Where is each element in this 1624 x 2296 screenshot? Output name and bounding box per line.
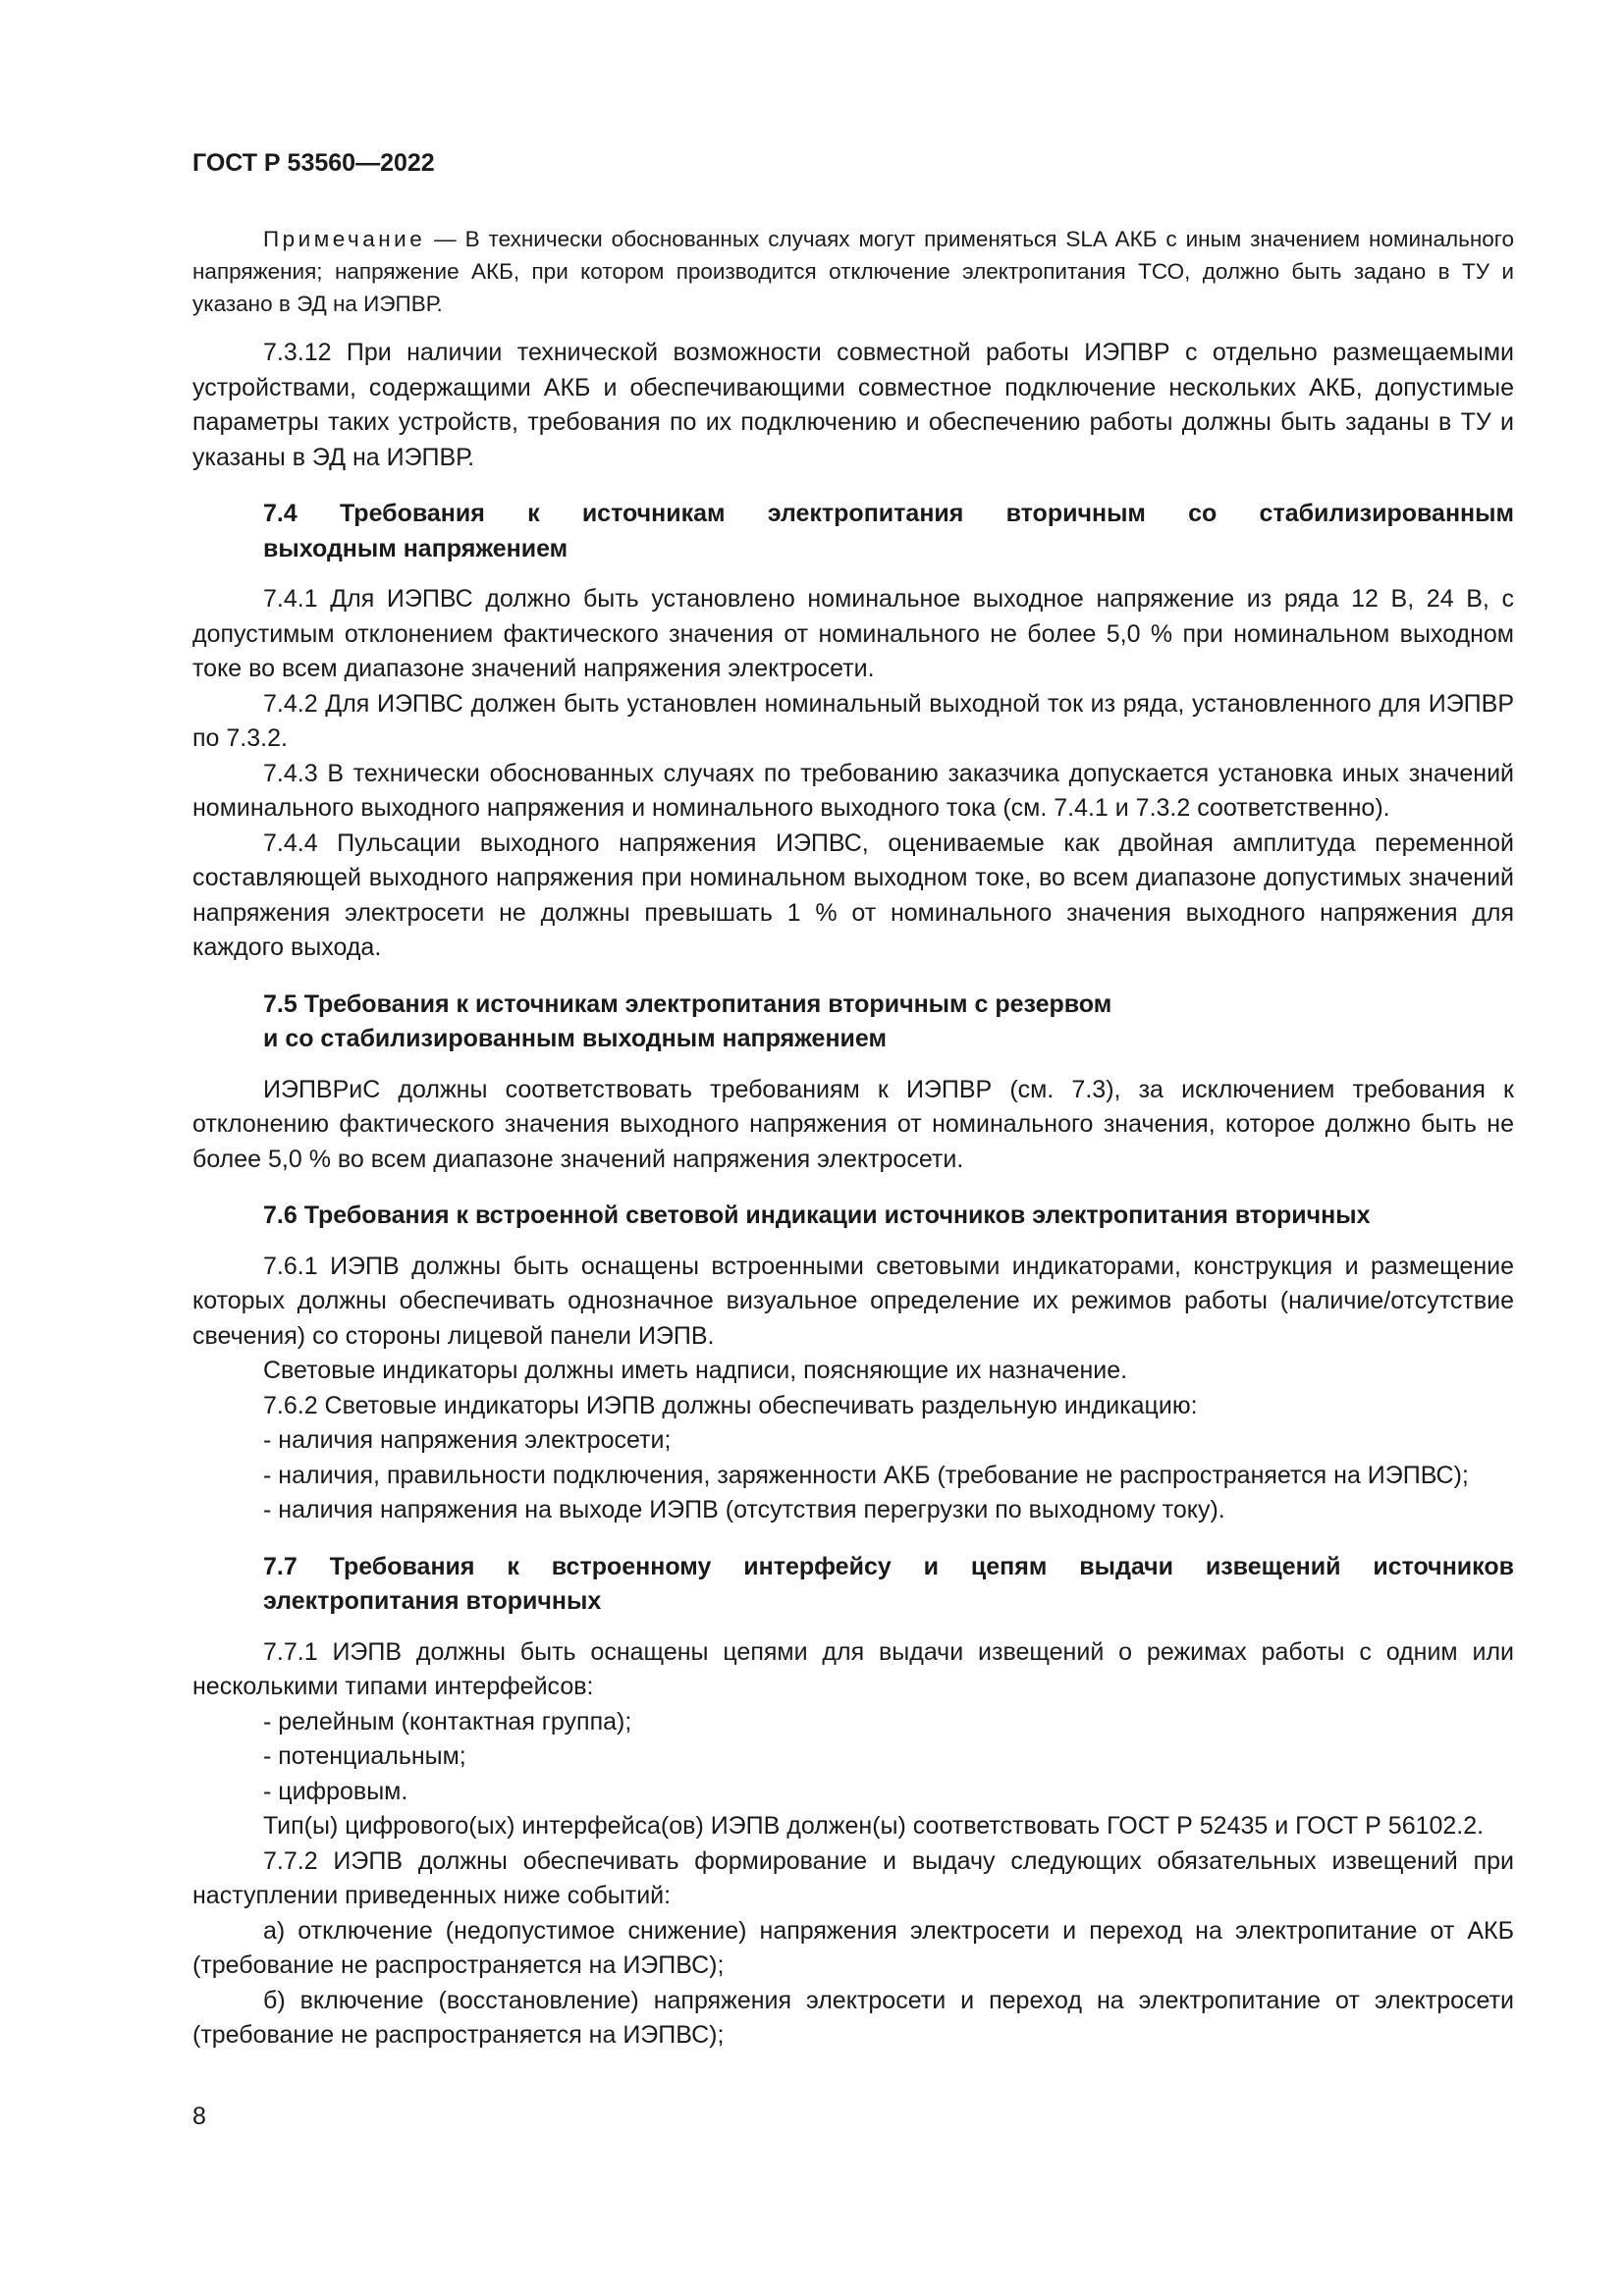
document-id: ГОСТ Р 53560—2022 xyxy=(192,149,435,177)
section-heading-7-4 xyxy=(192,497,1514,566)
list-item: - потенциальным; xyxy=(263,1742,466,1770)
paragraph: Световые индикаторы должны иметь надписи, поясняющие их назначение. xyxy=(263,1357,1128,1384)
paragraph: Тип(ы) цифрового(ых) интерфейса(ов) ИЭПВ должен(ы) соответствовать ГОСТ Р 52435 и ГОСТ Р 56102.2. xyxy=(263,1812,1485,1840)
paragraph-7-6-1: 7.6.1 ИЭПВ должны быть оснащены встроенными световыми индикаторами, конструкция и размещение которых должны обеспечивать однозначное визуальное определение их режимов работы (наличие/отсутствие свечения) со стороны лицевой панели ИЭПВ. xyxy=(192,1252,1514,1350)
paragraph-7-5: ИЭПВРиС должны соответствовать требованиям к ИЭПВР (см. 7.3), за исключением требования к отклонению фактического значения выходного напряжения от номинального значения, которое должно быть не более 5,0 % во всем диапазоне значений напряжения электросети. xyxy=(192,1075,1514,1173)
paragraph-7-7-2: 7.7.2 ИЭПВ должны обеспечивать формирование и выдачу следующих обязательных извещений при наступлении приведенных ниже событий: xyxy=(192,1846,1514,1909)
section-heading-line: 7.7 Требования к встроенному интерфейсу и цепям выдачи извещений источников xyxy=(263,1552,1514,1580)
note-text: — В технически обоснованных случаях могут применяться SLA АКБ с иным значением номинального напряжения; напряжение АКБ, при котором производится отключение электропитания ТСО, должно быть задано в ТУ и указано в ЭД на ИЭПВР. xyxy=(192,227,1514,316)
paragraph-7-4-1: 7.4.1 Для ИЭПВС должно быть установлено номинальное выходное напряжение из ряда 12 В, 24 В, с допустимым отклонением фактического значения от номинального не более 5,0 % при номинальном выходном токе во всем диапазоне значений напряжения электросети. xyxy=(192,585,1514,682)
section-heading-line: 7.6 Требования к встроенной световой индикации источников электропитания вторичных xyxy=(263,1201,1371,1229)
section-heading-line: и со стабилизированным выходным напряжением xyxy=(263,1025,887,1052)
list-item: - наличия напряжения электросети; xyxy=(263,1426,672,1454)
paragraph-7-4-2: 7.4.2 Для ИЭПВС должен быть установлен номинальный выходной ток из ряда, установленного для ИЭПВР по 7.3.2. xyxy=(192,689,1514,752)
list-item: - релейным (контактная группа); xyxy=(263,1707,632,1735)
section-heading-line: 7.5 Требования к источникам электропитания вторичным с резервом xyxy=(263,989,1112,1018)
section-heading-7-5 xyxy=(192,988,1514,1057)
paragraph-7-4-3: 7.4.3 В технически обоснованных случаях по требованию заказчика допускается установка иных значений номинального выходного напряжения и номинального выходного тока (см. 7.4.1 и 7.3.2 соответственно). xyxy=(192,759,1514,822)
paragraph-7-3-12: 7.3.12 При наличии технической возможности совместной работы ИЭПВР с отдельно размещаемыми устройствами, содержащими АКБ и обеспечивающими совместное подключение нескольких АКБ, допустимые параметры таких устройств, требования по их подключению и обеспечению работы должны быть заданы в ТУ и указаны в ЭД на ИЭПВР. xyxy=(192,339,1514,471)
note-label: Примечание xyxy=(263,227,426,251)
page-content xyxy=(192,223,1514,2054)
list-item: - наличия, правильности подключения, заряженности АКБ (требование не распространяется на ИЭПВС); xyxy=(263,1461,1469,1489)
section-heading-line: 7.4 Требования к источникам электропитания вторичным со стабилизированным xyxy=(263,500,1514,527)
section-heading-line: выходным напряжением xyxy=(263,534,568,562)
list-item: - наличия напряжения на выходе ИЭПВ (отсутствия перегрузки по выходному току). xyxy=(263,1496,1225,1523)
list-item: - цифровым. xyxy=(263,1777,408,1805)
section-heading-7-6 xyxy=(192,1199,1514,1234)
paragraph-7-4-4: 7.4.4 Пульсации выходного напряжения ИЭПВС, оцениваемые как двойная амплитуда переменной составляющей выходного напряжения при номинальном выходном токе, во всем диапазоне допустимых значений напряжения электросети не должны превышать 1 % от номинального значения выходного напряжения для каждого выхода. xyxy=(192,828,1514,961)
list-item: б) включение (восстановление) напряжения электросети и переход на электропитание от электросети (требование не распространяется на ИЭПВС); xyxy=(192,1986,1514,2049)
paragraph-7-7-1: 7.7.1 ИЭПВ должны быть оснащены цепями для выдачи извещений о режимах работы с одним или несколькими типами интерфейсов: xyxy=(192,1637,1514,1700)
page-number: 8 xyxy=(192,2103,206,2130)
note-paragraph xyxy=(192,223,1514,320)
paragraph-7-6-2: 7.6.2 Световые индикаторы ИЭПВ должны обеспечивать раздельную индикацию: xyxy=(263,1391,1198,1419)
section-heading-7-7 xyxy=(192,1550,1514,1620)
section-heading-line: электропитания вторичных xyxy=(263,1587,602,1615)
list-item: а) отключение (недопустимое снижение) напряжения электросети и переход на электропитание от АКБ (требование не распространяется на ИЭПВС); xyxy=(192,1916,1514,1979)
